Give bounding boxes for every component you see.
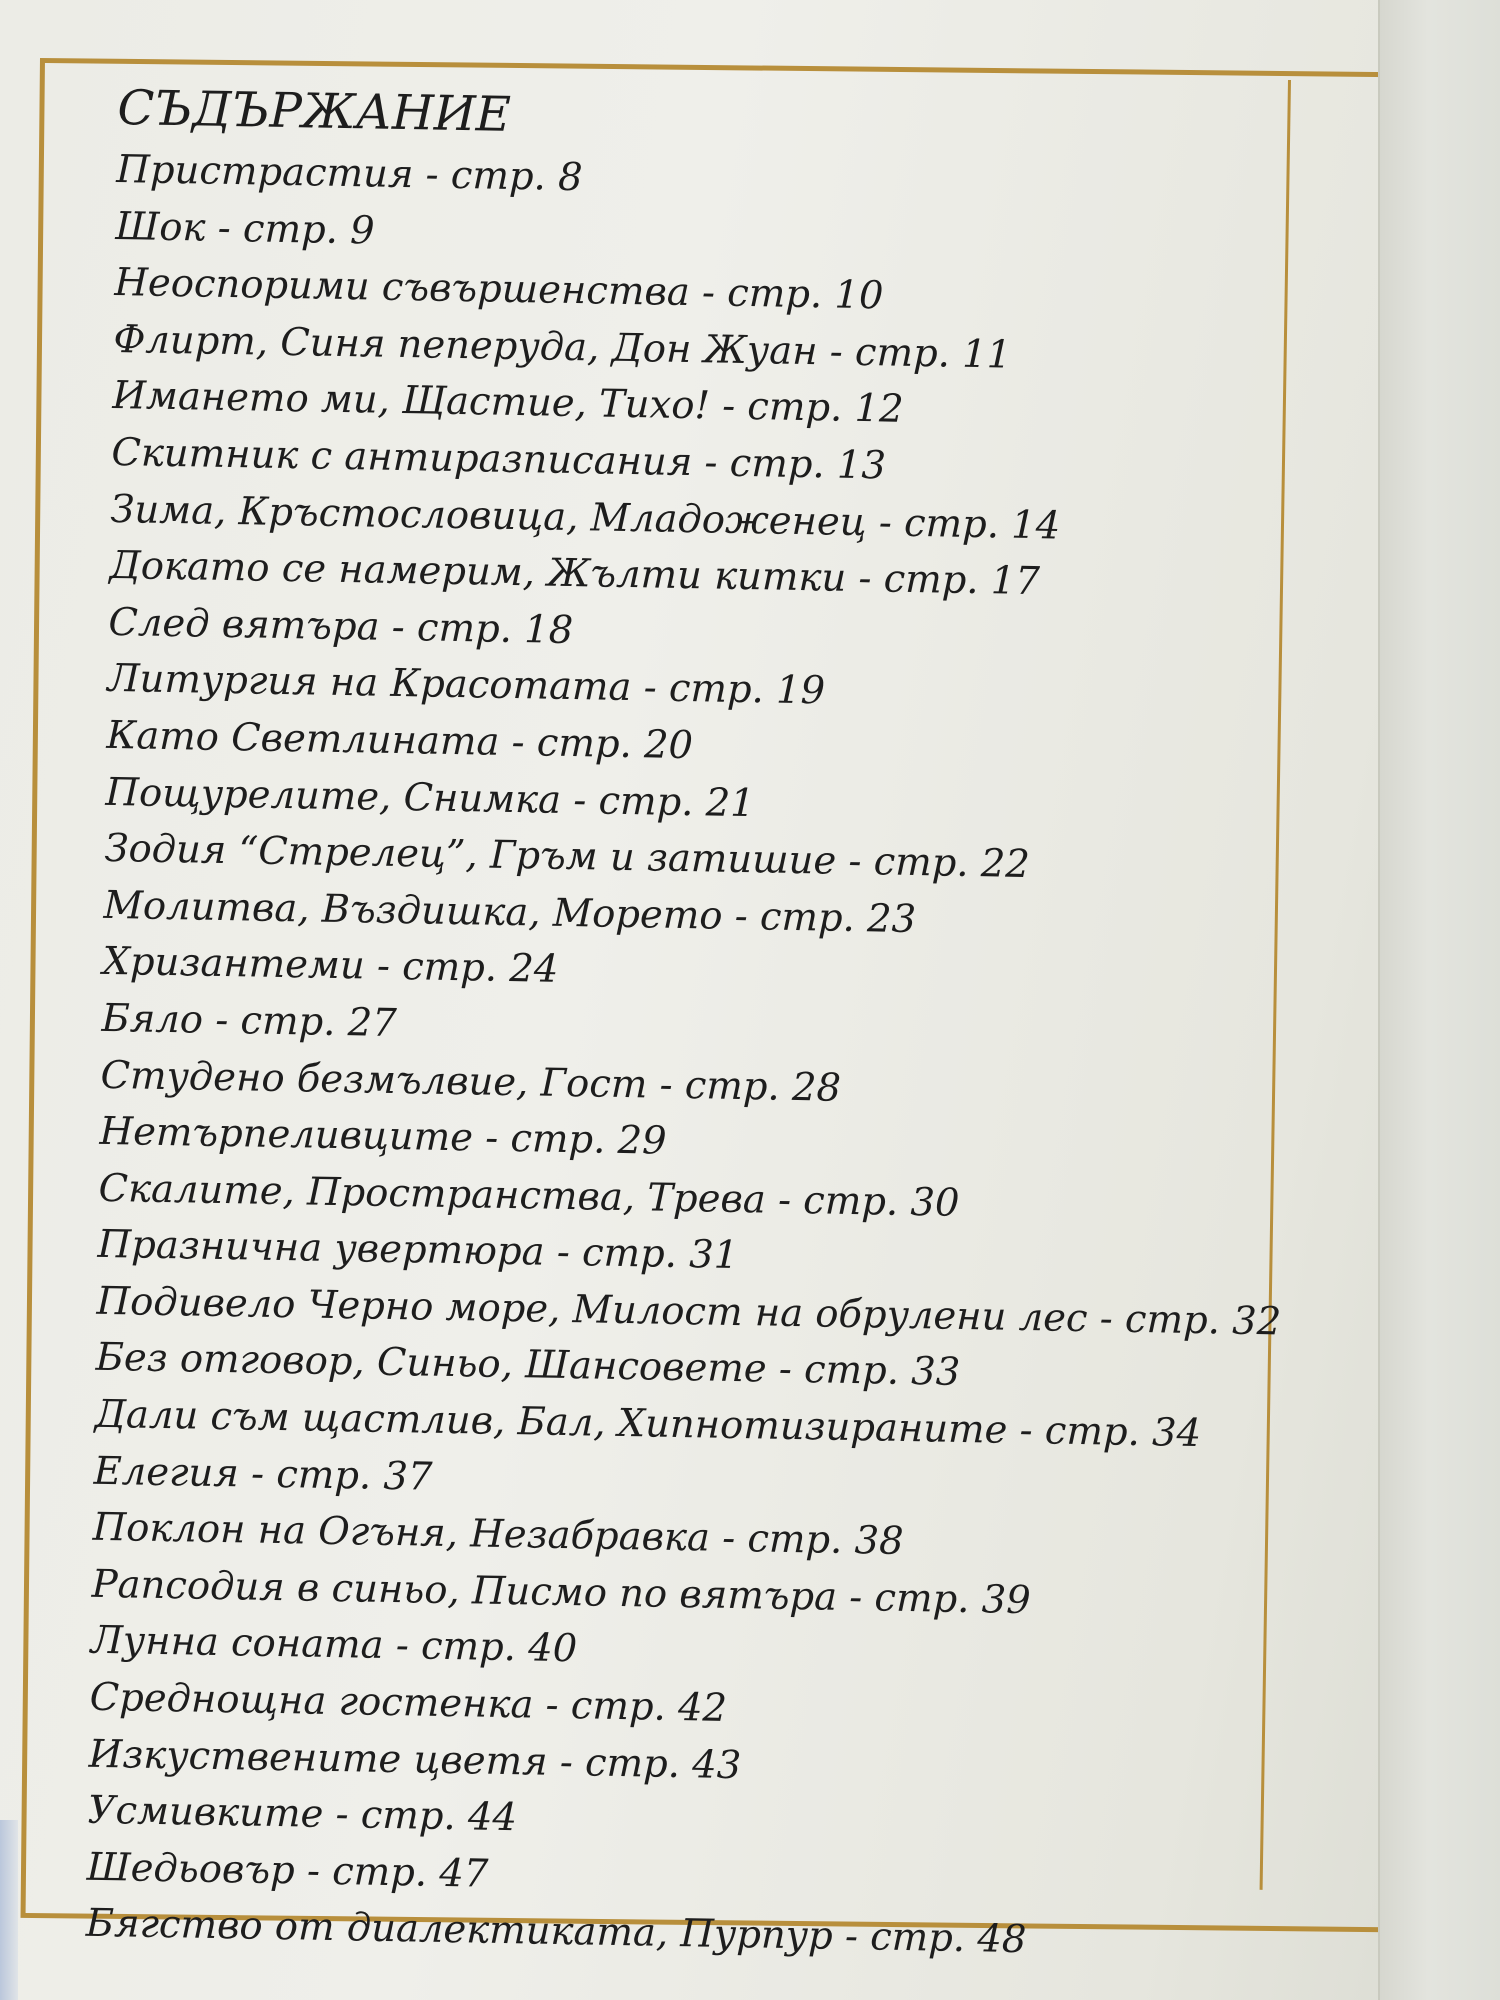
toc-entry: Молитва, Въздишка, Морето - стр. 23 [103, 882, 917, 942]
toc-entry: Скалите, Пространства, Трева - стр. 30 [98, 1165, 960, 1226]
toc-entry: Неоспорими съвършенства - стр. 10 [114, 260, 884, 319]
table-of-contents [85, 78, 1282, 1973]
toc-entry: Пристрастия - стр. 8 [116, 146, 583, 201]
page-edge-shadow [0, 1820, 18, 2000]
toc-entry: Шедьовър - стр. 47 [86, 1844, 489, 1897]
toc-entry: Зодия “Стрелец”, Гръм и затишие - стр. 22 [104, 826, 1031, 888]
toc-entry: Рапсодия в синьо, Писмо по вятъра - стр. 39 [91, 1561, 1032, 1624]
toc-list [85, 142, 1282, 1973]
toc-entry: Елегия - стр. 37 [93, 1448, 433, 1500]
toc-entry: Скитник с антиразписания - стр. 13 [111, 429, 887, 489]
adjacent-page-edge [1378, 0, 1500, 2000]
toc-entry: Като Светлината - стр. 20 [106, 712, 694, 769]
toc-entry: Дали съм щастлив, Бал, Хипнотизираните - стр. 34 [94, 1391, 1202, 1457]
toc-entry: Поклон на Огъня, Незабравка - стр. 38 [92, 1505, 904, 1565]
toc-entry: Среднощна гостенка - стр. 42 [89, 1674, 728, 1731]
toc-entry: Без отговор, Синьо, Шансовете - стр. 33 [95, 1335, 961, 1396]
toc-entry: Бягство от диалектиката, Пурпур - стр. 48 [85, 1901, 1027, 1963]
toc-entry: Хризантеми - стр. 24 [102, 939, 559, 993]
toc-entry: Студено безмълвие, Гост - стр. 28 [100, 1052, 842, 1111]
toc-entry: Пощурелите, Снимка - стр. 21 [105, 769, 756, 826]
toc-entry: След вятъра - стр. 18 [108, 599, 574, 653]
toc-entry: Зима, Кръстословица, Младоженец - стр. 14 [110, 486, 1061, 549]
toc-entry: Подивело Черно море, Милост на обрулени лес - стр. 32 [96, 1278, 1282, 1345]
toc-entry: Нетърпеливците - стр. 29 [99, 1108, 668, 1164]
toc-entry: Шок - стр. 9 [115, 203, 376, 254]
toc-entry: Изкуствените цветя - стр. 43 [88, 1731, 742, 1788]
toc-entry: Усмивките - стр. 44 [87, 1787, 518, 1841]
toc-entry: Празнична увертюра - стр. 31 [97, 1222, 739, 1279]
toc-entry: Бяло - стр. 27 [101, 995, 398, 1046]
toc-entry: Лунна соната - стр. 40 [90, 1618, 578, 1672]
toc-entry: Флирт, Синя пеперуда, Дон Жуан - стр. 11 [113, 316, 1012, 378]
toc-title: СЪДЪРЖАНИЕ [116, 79, 512, 143]
toc-entry: Литургия на Красотата - стр. 19 [107, 656, 826, 714]
toc-entry: Имането ми, Щастие, Тихо! - стр. 12 [112, 373, 904, 433]
toc-entry: Докато се намерим, Жълти китки - стр. 17 [109, 543, 1041, 605]
